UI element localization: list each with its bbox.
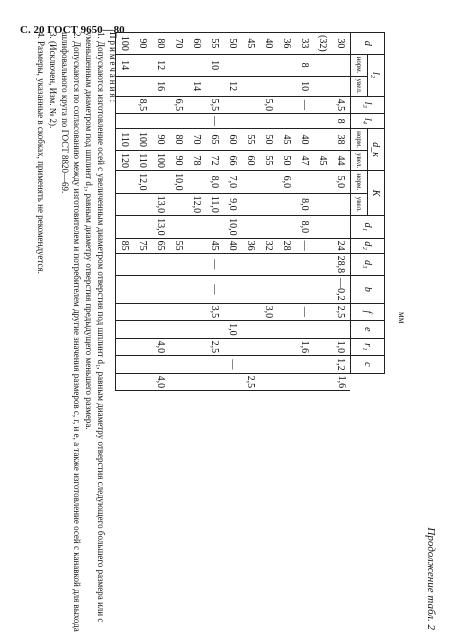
table-cell <box>242 276 260 304</box>
table-cell: — <box>224 356 242 374</box>
table-cell: — <box>206 253 224 276</box>
table-cell <box>242 114 260 129</box>
rotated-page <box>17 32 437 632</box>
table-cell: 40 <box>224 238 242 253</box>
table-cell <box>188 276 206 304</box>
table-row <box>260 33 278 391</box>
note-4: 4. Размеры, указанные в скобках, применять не рекомендуется. <box>36 32 46 274</box>
table-cell: 40 <box>260 33 278 55</box>
table-cell: — <box>206 276 224 304</box>
table-cell <box>332 76 351 96</box>
table-cell <box>134 114 152 129</box>
table-cell <box>206 321 224 339</box>
col-l4: l₄ <box>351 114 385 129</box>
col-l2-uvel: увел. <box>351 76 368 96</box>
table-cell <box>314 114 332 129</box>
table-cell: 5,5 <box>206 96 224 114</box>
table-cell <box>278 193 296 216</box>
table-cell <box>206 356 224 374</box>
table-cell: (32) <box>314 33 332 55</box>
table-cell <box>242 76 260 96</box>
table-cell <box>134 276 152 304</box>
col-d1: d₁ <box>351 216 385 239</box>
table-cell <box>224 303 242 321</box>
table-cell: 55 <box>242 129 260 151</box>
table-cell <box>206 216 224 239</box>
table-cell: 44 <box>332 150 351 170</box>
table-cell <box>260 54 278 76</box>
table-row <box>314 33 332 391</box>
table-cell <box>260 373 278 391</box>
table-cell <box>278 321 296 339</box>
table-cell: 66 <box>224 150 242 170</box>
table-cell <box>152 114 170 129</box>
table-cell: 12,0 <box>188 193 206 216</box>
table-cell <box>152 96 170 114</box>
table-cell <box>278 303 296 321</box>
table-cell <box>260 253 278 276</box>
table-cell <box>332 321 351 339</box>
table-cell <box>188 114 206 129</box>
table-cell <box>296 276 314 304</box>
table-cell: 14 <box>116 54 135 76</box>
table-cell: 12 <box>224 76 242 96</box>
table-cell <box>152 171 170 194</box>
table-cell <box>278 253 296 276</box>
table-cell: 2,5 <box>332 303 351 321</box>
table-cell <box>314 216 332 239</box>
table-cell: 65 <box>152 238 170 253</box>
table-cell <box>224 338 242 356</box>
col-dk-norm: норм. <box>351 129 368 151</box>
table-cell <box>314 338 332 356</box>
table-cell: 50 <box>260 129 278 151</box>
dimension-table <box>115 32 385 391</box>
table-cell: 8,0 <box>296 216 314 239</box>
table-cell: — <box>206 114 224 129</box>
table-cell <box>332 193 351 216</box>
table-row <box>170 33 188 391</box>
table-cell: 11,0 <box>206 193 224 216</box>
note-2: 2. Допускаются по согласованию между изготовителем и потребителем другие значения размеров с, г, и е, а также изготовление осей с канавкой для выхода шлифовального круга по ГОСТ 8820—69. <box>60 32 82 632</box>
table-cell <box>134 373 152 391</box>
table-cell <box>134 216 152 239</box>
table-cell <box>332 216 351 239</box>
table-cell <box>170 373 188 391</box>
table-cell <box>224 114 242 129</box>
col-l2: l₂ <box>368 54 385 96</box>
table-cell: 90 <box>152 129 170 151</box>
table-cell <box>260 171 278 194</box>
table-cell <box>260 76 278 96</box>
table-cell <box>242 216 260 239</box>
table-cell <box>296 321 314 339</box>
table-cell <box>296 171 314 194</box>
table-row <box>278 33 296 391</box>
table-cell: 1,6 <box>332 373 351 391</box>
table-cell <box>152 303 170 321</box>
table-cell: 100 <box>116 33 135 55</box>
col-b: b <box>351 276 385 304</box>
table-cell: 45 <box>242 33 260 55</box>
table-cell <box>242 253 260 276</box>
table-cell <box>314 373 332 391</box>
table-cell <box>278 338 296 356</box>
table-cell: 10 <box>296 76 314 96</box>
table-cell: 16 <box>152 76 170 96</box>
col-d3: d₃ <box>351 253 385 276</box>
table-cell <box>134 303 152 321</box>
table-cell: — <box>296 238 314 253</box>
table-cell <box>296 373 314 391</box>
col-K-norm: норм. <box>351 171 368 194</box>
table-cell <box>170 338 188 356</box>
table-cell <box>170 193 188 216</box>
table-cell <box>170 303 188 321</box>
table-cell: 13,0 <box>152 216 170 239</box>
table-cell: 5,0 <box>332 171 351 194</box>
table-cell: 5,0 <box>260 96 278 114</box>
table-cell: 24 <box>332 238 351 253</box>
table-cell: 33 <box>296 33 314 55</box>
table-cell <box>224 54 242 76</box>
col-c: c <box>351 356 385 374</box>
table-cell <box>134 193 152 216</box>
table-cell <box>242 193 260 216</box>
table-cell <box>314 54 332 76</box>
table-cell: 65 <box>206 129 224 151</box>
table-cell: 10,0 <box>224 216 242 239</box>
table-cell <box>314 303 332 321</box>
table-cell: 50 <box>278 150 296 170</box>
page-header: С. 20 ГОСТ 9650—80 <box>20 24 125 36</box>
table-cell <box>170 216 188 239</box>
table-cell <box>278 216 296 239</box>
table-cell <box>224 253 242 276</box>
table-cell: 60 <box>188 33 206 55</box>
table-cell: 30 <box>332 33 351 55</box>
notes <box>35 32 119 632</box>
table-row <box>296 33 314 391</box>
table-cell <box>188 238 206 253</box>
table-cell: 2,5 <box>242 373 260 391</box>
col-d: d <box>351 33 385 55</box>
table-cell: 75 <box>134 238 152 253</box>
col-K-uvel: увел. <box>351 193 368 216</box>
table-cell <box>134 321 152 339</box>
table-cell <box>260 356 278 374</box>
table-cell <box>152 321 170 339</box>
table-cell: 12 <box>152 54 170 76</box>
table-cell: 1,2 <box>332 356 351 374</box>
table-cell: 45 <box>314 150 332 170</box>
table-cell: 70 <box>188 129 206 151</box>
col-dk-uvel: увел. <box>351 150 368 170</box>
table-cell: 50 <box>224 33 242 55</box>
table-cell: 1,0 <box>332 338 351 356</box>
table-cell: 2,5 <box>206 338 224 356</box>
table-cell: 55 <box>260 150 278 170</box>
table-cell: 6,5 <box>170 96 188 114</box>
table-cell: — <box>296 96 314 114</box>
table-cell <box>242 96 260 114</box>
table-cell <box>170 54 188 76</box>
col-l2-norm: норм. <box>351 54 368 76</box>
table-cell <box>242 338 260 356</box>
table-cell <box>152 356 170 374</box>
table-cell: 60 <box>224 129 242 151</box>
col-e: e <box>351 321 385 339</box>
table-row <box>134 33 152 391</box>
table-cell <box>278 373 296 391</box>
table-cell: 7,0 <box>224 171 242 194</box>
table-cell <box>332 54 351 76</box>
table-cell <box>296 253 314 276</box>
table-cell: 14 <box>188 76 206 96</box>
table-cell: 55 <box>170 238 188 253</box>
col-r1: r₁ <box>351 338 385 356</box>
table-cell <box>206 76 224 96</box>
table-cell <box>224 373 242 391</box>
table-cell: 72 <box>206 150 224 170</box>
table-cell <box>134 54 152 76</box>
table-cell: 55 <box>206 33 224 55</box>
table-cell <box>170 76 188 96</box>
table-cell <box>188 54 206 76</box>
table-cell: 85 <box>116 238 135 253</box>
table-cell <box>278 114 296 129</box>
table-cell <box>170 276 188 304</box>
table-cell: 38 <box>332 129 351 151</box>
table-cell <box>134 76 152 96</box>
table-cell <box>314 276 332 304</box>
table-cell <box>278 356 296 374</box>
continuation-label: Продолжение табл. 2 <box>425 527 437 630</box>
col-dk: d_к <box>368 129 385 171</box>
table-cell: 8,0 <box>296 193 314 216</box>
table-cell: 12,0 <box>134 171 152 194</box>
table-cell: 1,0 <box>224 321 242 339</box>
table-cell <box>314 321 332 339</box>
table-cell: 120 <box>116 150 135 170</box>
table-cell: 70 <box>170 33 188 55</box>
table-cell <box>278 76 296 96</box>
table-cell: 32 <box>260 238 278 253</box>
table-cell: 4,5 <box>332 96 351 114</box>
table-cell: 28,8 <box>332 253 351 276</box>
table-cell <box>314 171 332 194</box>
table-cell: 1,6 <box>296 338 314 356</box>
table-cell: 9,0 <box>224 193 242 216</box>
table-cell: 36 <box>242 238 260 253</box>
table-cell: 6,0 <box>278 171 296 194</box>
table-cell <box>242 54 260 76</box>
table-cell <box>314 356 332 374</box>
table-cell <box>170 253 188 276</box>
table-cell <box>170 321 188 339</box>
table-cell <box>224 276 242 304</box>
table-cell <box>188 96 206 114</box>
table-cell <box>188 171 206 194</box>
table-row <box>188 33 206 391</box>
col-f: f <box>351 303 385 321</box>
table-cell <box>170 356 188 374</box>
table-row <box>332 33 351 391</box>
table-cell: 10,0 <box>170 171 188 194</box>
table-cell <box>152 253 170 276</box>
table-cell: 90 <box>170 150 188 170</box>
table-cell <box>188 373 206 391</box>
table-cell: — <box>296 303 314 321</box>
table-cell <box>242 303 260 321</box>
table-cell <box>278 96 296 114</box>
table-cell: 110 <box>134 150 152 170</box>
col-K: K <box>368 171 385 216</box>
table-cell <box>224 96 242 114</box>
table-cell: 13,0 <box>152 193 170 216</box>
table-row <box>224 33 242 391</box>
table-cell: 4,0 <box>152 338 170 356</box>
table-cell <box>188 303 206 321</box>
table-cell: 90 <box>134 33 152 55</box>
table-row <box>242 33 260 391</box>
table-cell: 10 <box>206 54 224 76</box>
table-cell <box>188 356 206 374</box>
table-cell: 100 <box>152 150 170 170</box>
table-cell <box>314 193 332 216</box>
table-cell <box>260 193 278 216</box>
table-cell <box>188 338 206 356</box>
table-cell <box>278 54 296 76</box>
note-3: 3. (Исключен, Изм. № 2). <box>48 32 58 129</box>
table-cell <box>314 76 332 96</box>
table-cell <box>314 129 332 151</box>
table-cell <box>314 238 332 253</box>
table-cell: 8,0 <box>206 171 224 194</box>
table-cell: 47 <box>296 150 314 170</box>
table-cell <box>260 338 278 356</box>
col-d2: d₂ <box>351 238 385 253</box>
table-cell: 80 <box>152 33 170 55</box>
table-cell <box>152 276 170 304</box>
notes-heading: Примечания: <box>108 32 118 105</box>
table-cell <box>188 216 206 239</box>
table-cell <box>260 114 278 129</box>
table-cell: 8,5 <box>134 96 152 114</box>
table-cell: 45 <box>278 129 296 151</box>
table-cell <box>260 321 278 339</box>
table-cell <box>188 253 206 276</box>
table-cell: —0,2 <box>332 276 351 304</box>
table-cell <box>260 216 278 239</box>
table-cell <box>242 356 260 374</box>
table-cell: 110 <box>116 129 135 151</box>
table-cell <box>314 253 332 276</box>
table-cell <box>206 373 224 391</box>
table-cell: 8 <box>332 114 351 129</box>
table-cell <box>134 356 152 374</box>
table-cell <box>314 96 332 114</box>
table-cell <box>134 253 152 276</box>
table-cell <box>170 114 188 129</box>
table-cell: 40 <box>296 129 314 151</box>
table-cell <box>242 171 260 194</box>
table-cell <box>296 356 314 374</box>
table-cell: 3,5 <box>206 303 224 321</box>
table-cell <box>296 114 314 129</box>
table-cell: 36 <box>278 33 296 55</box>
table-cell: 4,0 <box>152 373 170 391</box>
table-cell: 78 <box>188 150 206 170</box>
note-1: 1. Допускаются изготовление осей с увеличенным диаметром отверстия под шплинт d₁, равным диаметру отверстия следующего большего размера или с уменьшенным диаметром под шплинт d₁, равным диаметру отверстия предыдущего меньшего размера. <box>84 32 106 623</box>
table-cell: 45 <box>206 238 224 253</box>
table-cell <box>278 276 296 304</box>
table-cell: 60 <box>242 150 260 170</box>
col-l3: l₃ <box>351 96 385 114</box>
unit-label: мм <box>397 312 407 324</box>
table-body <box>116 33 351 391</box>
table-cell: 3,0 <box>260 303 278 321</box>
table-cell <box>188 321 206 339</box>
table-cell: 8 <box>296 54 314 76</box>
table-row <box>206 33 224 391</box>
table-row <box>152 33 170 391</box>
table-cell: 100 <box>134 129 152 151</box>
table-cell: 28 <box>278 238 296 253</box>
table-cell <box>134 338 152 356</box>
table-cell <box>242 321 260 339</box>
table-cell: 80 <box>170 129 188 151</box>
table-cell <box>260 276 278 304</box>
